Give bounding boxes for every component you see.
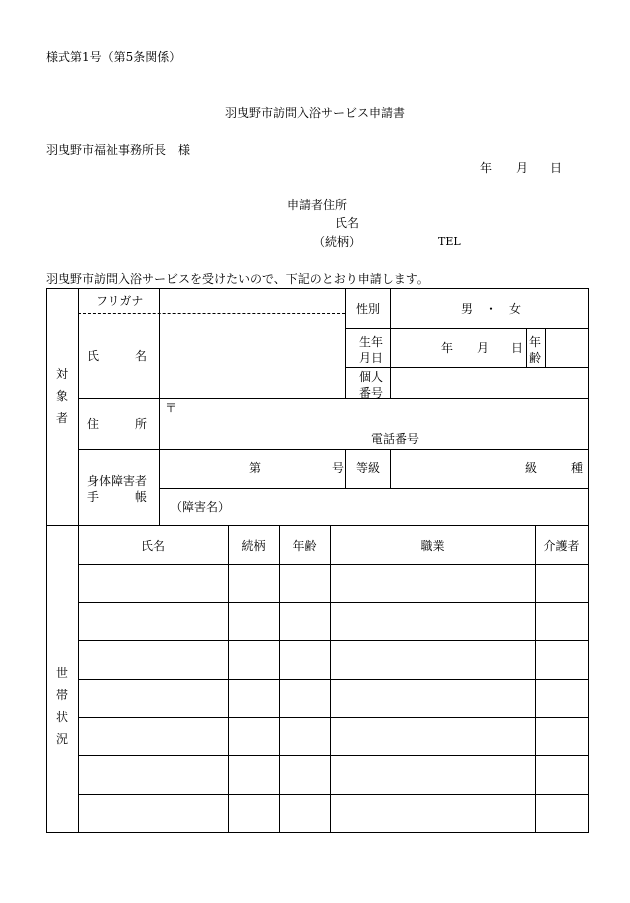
individual-number-label: 個人 番号 <box>359 370 384 400</box>
household-col-relation: 続柄 <box>241 539 266 553</box>
handbook-number-suffix: 号 <box>332 461 345 475</box>
birth-year-label: 年 <box>441 341 454 355</box>
date-month-label: 月 <box>516 161 529 175</box>
addressee: 羽曳野市福祉事務所長 様 <box>46 143 191 157</box>
household-col-age: 年齢 <box>292 539 317 553</box>
page-title: 羽曳野市訪問入浴サービス申請書 <box>224 106 405 120</box>
grade-type-label: 種 <box>571 461 584 475</box>
intro-text: 羽曳野市訪問入浴サービスを受けたいので、下記のとおり申請します。 <box>46 272 429 286</box>
grade-label: 等級 <box>356 461 381 475</box>
handbook-label: 身体障害者 手 帳 <box>87 474 148 504</box>
phone-label: 電話番号 <box>371 432 420 446</box>
household-col-name: 氏名 <box>140 539 165 553</box>
postal-mark: 〒 <box>165 401 178 415</box>
applicant-address-label: 申請者住所 <box>287 198 348 212</box>
household-side-label: 世 帯 状 況 <box>55 666 68 746</box>
form-number: 様式第1号（第5条関係） <box>46 50 182 64</box>
disability-name-label: （障害名） <box>170 500 231 514</box>
applicant-relation-label: （続柄） <box>313 235 362 249</box>
name-label: 氏 名 <box>87 349 148 363</box>
household-col-caregiver: 介護者 <box>543 539 580 553</box>
applicant-name-label: 氏名 <box>335 216 360 230</box>
birth-day-label: 日 <box>511 341 524 355</box>
date-year-label: 年 <box>480 161 493 175</box>
furigana-label: フリガナ <box>96 294 144 308</box>
grade-class-label: 級 <box>525 461 538 475</box>
household-col-occupation: 職業 <box>420 539 445 553</box>
subject-side-label: 対 象 者 <box>55 367 68 425</box>
gender-label: 性別 <box>356 302 381 316</box>
gender-options[interactable]: 男 ・ 女 <box>461 302 522 316</box>
address-label: 住 所 <box>87 417 148 431</box>
handbook-number-prefix: 第 <box>249 461 262 475</box>
date-day-label: 日 <box>550 161 563 175</box>
birth-date-label: 生年 月日 <box>359 335 384 365</box>
birth-month-label: 月 <box>477 341 490 355</box>
applicant-tel-label: TEL <box>438 235 461 248</box>
age-label: 年 齢 <box>529 335 542 365</box>
